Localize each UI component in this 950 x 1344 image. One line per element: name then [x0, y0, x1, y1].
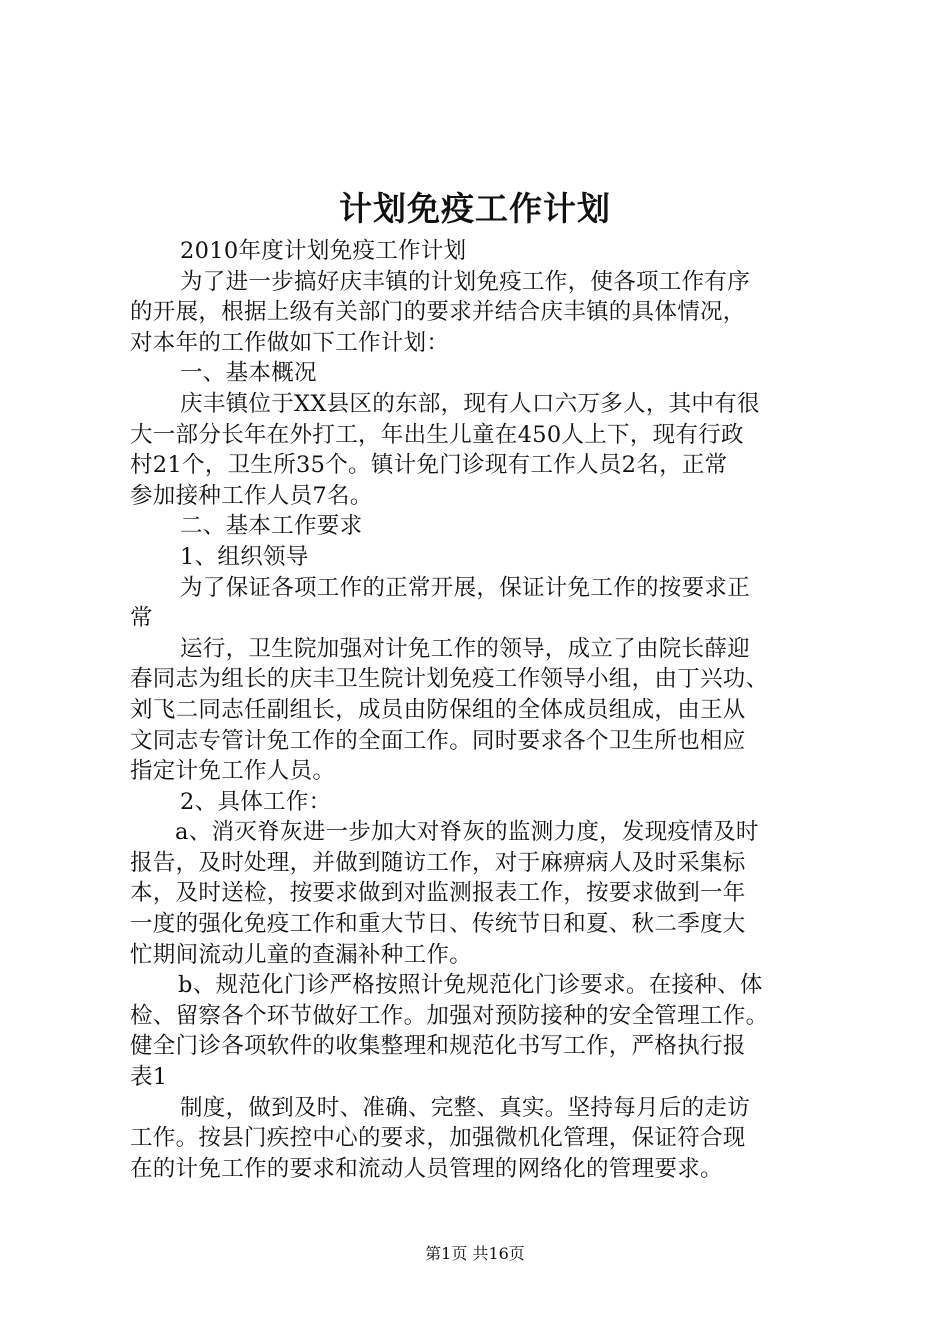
paragraph-line: 检、留察各个环节做好工作。加强对预防接种的安全管理工作。: [130, 1002, 769, 1029]
paragraph-line: 健全门诊各项软件的收集整理和规范化书写工作，严格执行报: [130, 1033, 746, 1060]
subtitle-line: 2010年度计划免疫工作计划: [180, 238, 467, 264]
paragraph-line: 庆丰镇位于XX县区的东部，现有人口六万多人，其中有很: [180, 390, 760, 417]
paragraph-line: 制度，做到及时、准确、完整、真实。坚持每月后的走访: [180, 1094, 751, 1121]
paragraph-line: 指定计免工作人员。: [130, 758, 336, 785]
paragraph-line: 参加接种工作人员7名。: [130, 482, 373, 509]
section-heading: 一、基本概况: [180, 360, 317, 387]
paragraph-line: 为了进一步搞好庆丰镇的计划免疫工作，使各项工作有序: [180, 268, 751, 295]
paragraph-line: 在的计免工作的要求和流动人员管理的网络化的管理要求。: [130, 1155, 723, 1182]
page-number-footer: 第1页 共16页: [425, 1244, 525, 1263]
paragraph-line: 刘飞二同志任副组长，成员由防保组的全体成员组成，由王从: [130, 696, 746, 723]
paragraph-line: 村21个，卫生所35个。镇计免门诊现有工作人员2名，正常: [130, 452, 728, 479]
subsection-heading: 2、具体工作：: [180, 788, 332, 815]
paragraph-line: 本，及时送检，按要求做到对监测报表工作，按要求做到一年: [130, 880, 746, 907]
paragraph-line: 大一部分长年在外打工，年出生儿童在450人上下，现有行政: [130, 421, 744, 448]
paragraph-line: 常: [130, 605, 153, 632]
paragraph-line: a、消灭脊灰进一步加大对脊灰的监测力度，发现疫情及时: [175, 819, 759, 846]
document-body: [130, 236, 830, 1184]
paragraph-line: 表1: [130, 1064, 168, 1091]
paragraph-line: 为了保证各项工作的正常开展，保证计免工作的按要求正: [180, 574, 751, 601]
subsection-heading: 1、组织领导: [180, 543, 309, 570]
paragraph-line: 忙期间流动儿童的查漏补种工作。: [130, 941, 473, 968]
paragraph-line: 运行，卫生院加强对计免工作的领导，成立了由院长薛迎: [180, 635, 751, 662]
paragraph-line: 报告，及时处理，并做到随访工作，对于麻痹病人及时采集标: [130, 849, 746, 876]
section-heading: 二、基本工作要求: [180, 513, 363, 540]
paragraph-line: 的开展，根据上级有关部门的要求并结合庆丰镇的具体情况，: [130, 299, 746, 326]
document-title: 计划免疫工作计划: [339, 189, 611, 228]
paragraph-line: 春同志为组长的庆丰卫生院计划免疫工作领导小组，由丁兴功、: [130, 666, 769, 693]
paragraph-line: 工作。按县门疾控中心的要求，加强微机化管理，保证符合现: [130, 1125, 746, 1152]
paragraph-line: b、规范化门诊严格按照计免规范化门诊要求。在接种、体: [178, 972, 763, 999]
paragraph-line: 对本年的工作做如下工作计划：: [130, 329, 450, 356]
paragraph-line: 文同志专管计免工作的全面工作。同时要求各个卫生所也相应: [130, 727, 746, 754]
paragraph-line: 一度的强化免疫工作和重大节日、传统节日和夏、秋二季度大: [130, 911, 746, 938]
